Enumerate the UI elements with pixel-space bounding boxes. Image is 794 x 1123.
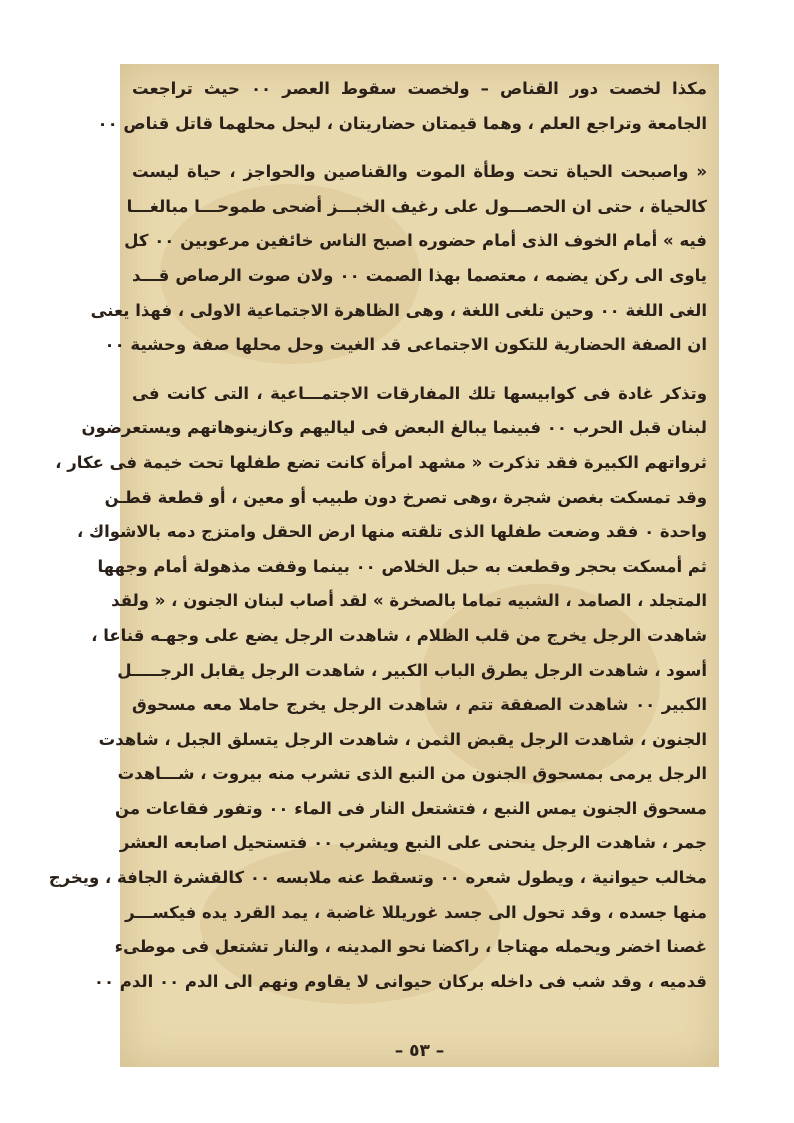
text-line: الرجل يرمى بمسحوق الجنون من النبع الذى تشرب منه بيروت ، شـــاهدت [117,764,707,784]
paragraph-gap [132,141,707,155]
text-line: شاهدت الرجل يخرج من قلب الظلام ، شاهدت الرجل يضع على وجهـه قناعا ، [91,625,707,645]
text-line: واحدة ٠ فقد وضعت طفلها الذى تلقته منها ارض الحقل وامتزج دمه بالاشواك ، [76,522,707,542]
paragraph-gap [132,363,707,377]
text-line: فيه » أمام الخوف الذى أمام حضوره اصبح الناس خائفين مرعوبين ٠٠ كل [124,231,707,251]
text-line: الغى اللغة ٠٠ وحين تلغى اللغة ، وهى الظاهرة الاجتماعية الاولى ، فهذا يعنى [90,300,707,320]
text-line: ثم أمسكت بحجر وقطعت به حبل الخلاص ٠٠ بينما وقفت مذهولة أمام وجهها [97,556,707,576]
text-line: منها جسده ، وقد تحول الى جسد غوريللا غاضبة ، يمد القرد يده فيكســـر [125,902,707,922]
paragraph-3 [48,377,707,1000]
text-line: جمر ، شاهدت الرجل ينحنى على النبع ويشرب ٠٠ فتستحيل اصابعه العشر [119,833,707,853]
text-line: وتذكر غادة فى كوابيسها تلك المفارقات الاجتمـــاعية ، التى كانت فى [132,383,707,403]
paragraph-1 [97,72,707,141]
text-line: « واصبحت الحياة تحت وطأة الموت والقناصين والحواجز ، حياة ليست [132,162,707,182]
page-number: – ٥٣ – [394,1041,445,1061]
text-line: الجامعة وتراجع العلم ، وهما قيمتان حضاريتان ، ليحل محلهما قاتل قناص ٠٠ [97,113,707,133]
text-line: الجنون ، شاهدت الرجل يقبض الثمن ، شاهدت الرجل يتسلق الجبل ، شاهدت [98,729,707,749]
text-line: كالحياة ، حتى ان الحصـــول على رغيف الخبـــز أضحى طموحـــا مبالغـــا [126,196,707,216]
text-line: مسحوق الجنون يمس النبع ، فتشتعل النار فى الماء ٠٠ وتفور فقاعات من [114,798,707,818]
text-line: ان الصفة الحضارية للتكون الاجتماعى قد الغيت وحل محلها صفة وحشية ٠٠ [104,335,707,355]
text-line: الكبير ٠٠ شاهدت الصفقة تتم ، شاهدت الرجل يخرج حاملا معه مسحوق [132,695,707,715]
text-line: مكذا لخصت دور القناص – ولخصت سقوط العصر ٠٠ حيث تراجعت [132,79,707,98]
text-line: لبنان قبل الحرب ٠٠ فبينما يبالغ البعض فى لياليهم وكازينوهاتهم ويستعرضون [81,418,707,438]
body-text [48,72,707,999]
text-line: ياوى الى ركن يضمه ، معتصما بهذا الصمت ٠٠ ولان صوت الرصاص قـــد [132,265,707,285]
scanned-page [48,64,719,1067]
text-line: ثرواتهم الكبيرة فقد تذكرت « مشهد امرأة كانت تضع طفلها تحت خيمة فى عكار ، [55,452,707,472]
text-line: مخالب حيوانية ، ويطول شعره ٠٠ وتسقط عنه ملابسه ٠٠ كالقشرة الجافة ، ويخرج [48,868,707,888]
text-line: وقد تمسكت بغصن شجرة ،وهى تصرخ دون طبيب أو معين ، أو قطعة قطـن [104,487,707,507]
text-line: أسود ، شاهدت الرجل يطرق الباب الكبير ، شاهدت الرجل يقابل الرجـــــل [117,660,707,680]
text-line: المتجلد ، الصامد ، الشبيه تماما بالصخرة » لقد أصاب لبنان الجنون ، « ولقد [111,591,707,611]
text-line: قدميه ، وقد شب فى داخله بركان حيوانى لا يقاوم ونهم الى الدم ٠٠ الدم ٠٠ [93,971,707,991]
paragraph-2 [90,155,707,363]
text-line: غصنا اخضر ويحمله مهتاجا ، راكضا نحو المدينه ، والنار تشتعل فى موطىء [114,937,707,957]
